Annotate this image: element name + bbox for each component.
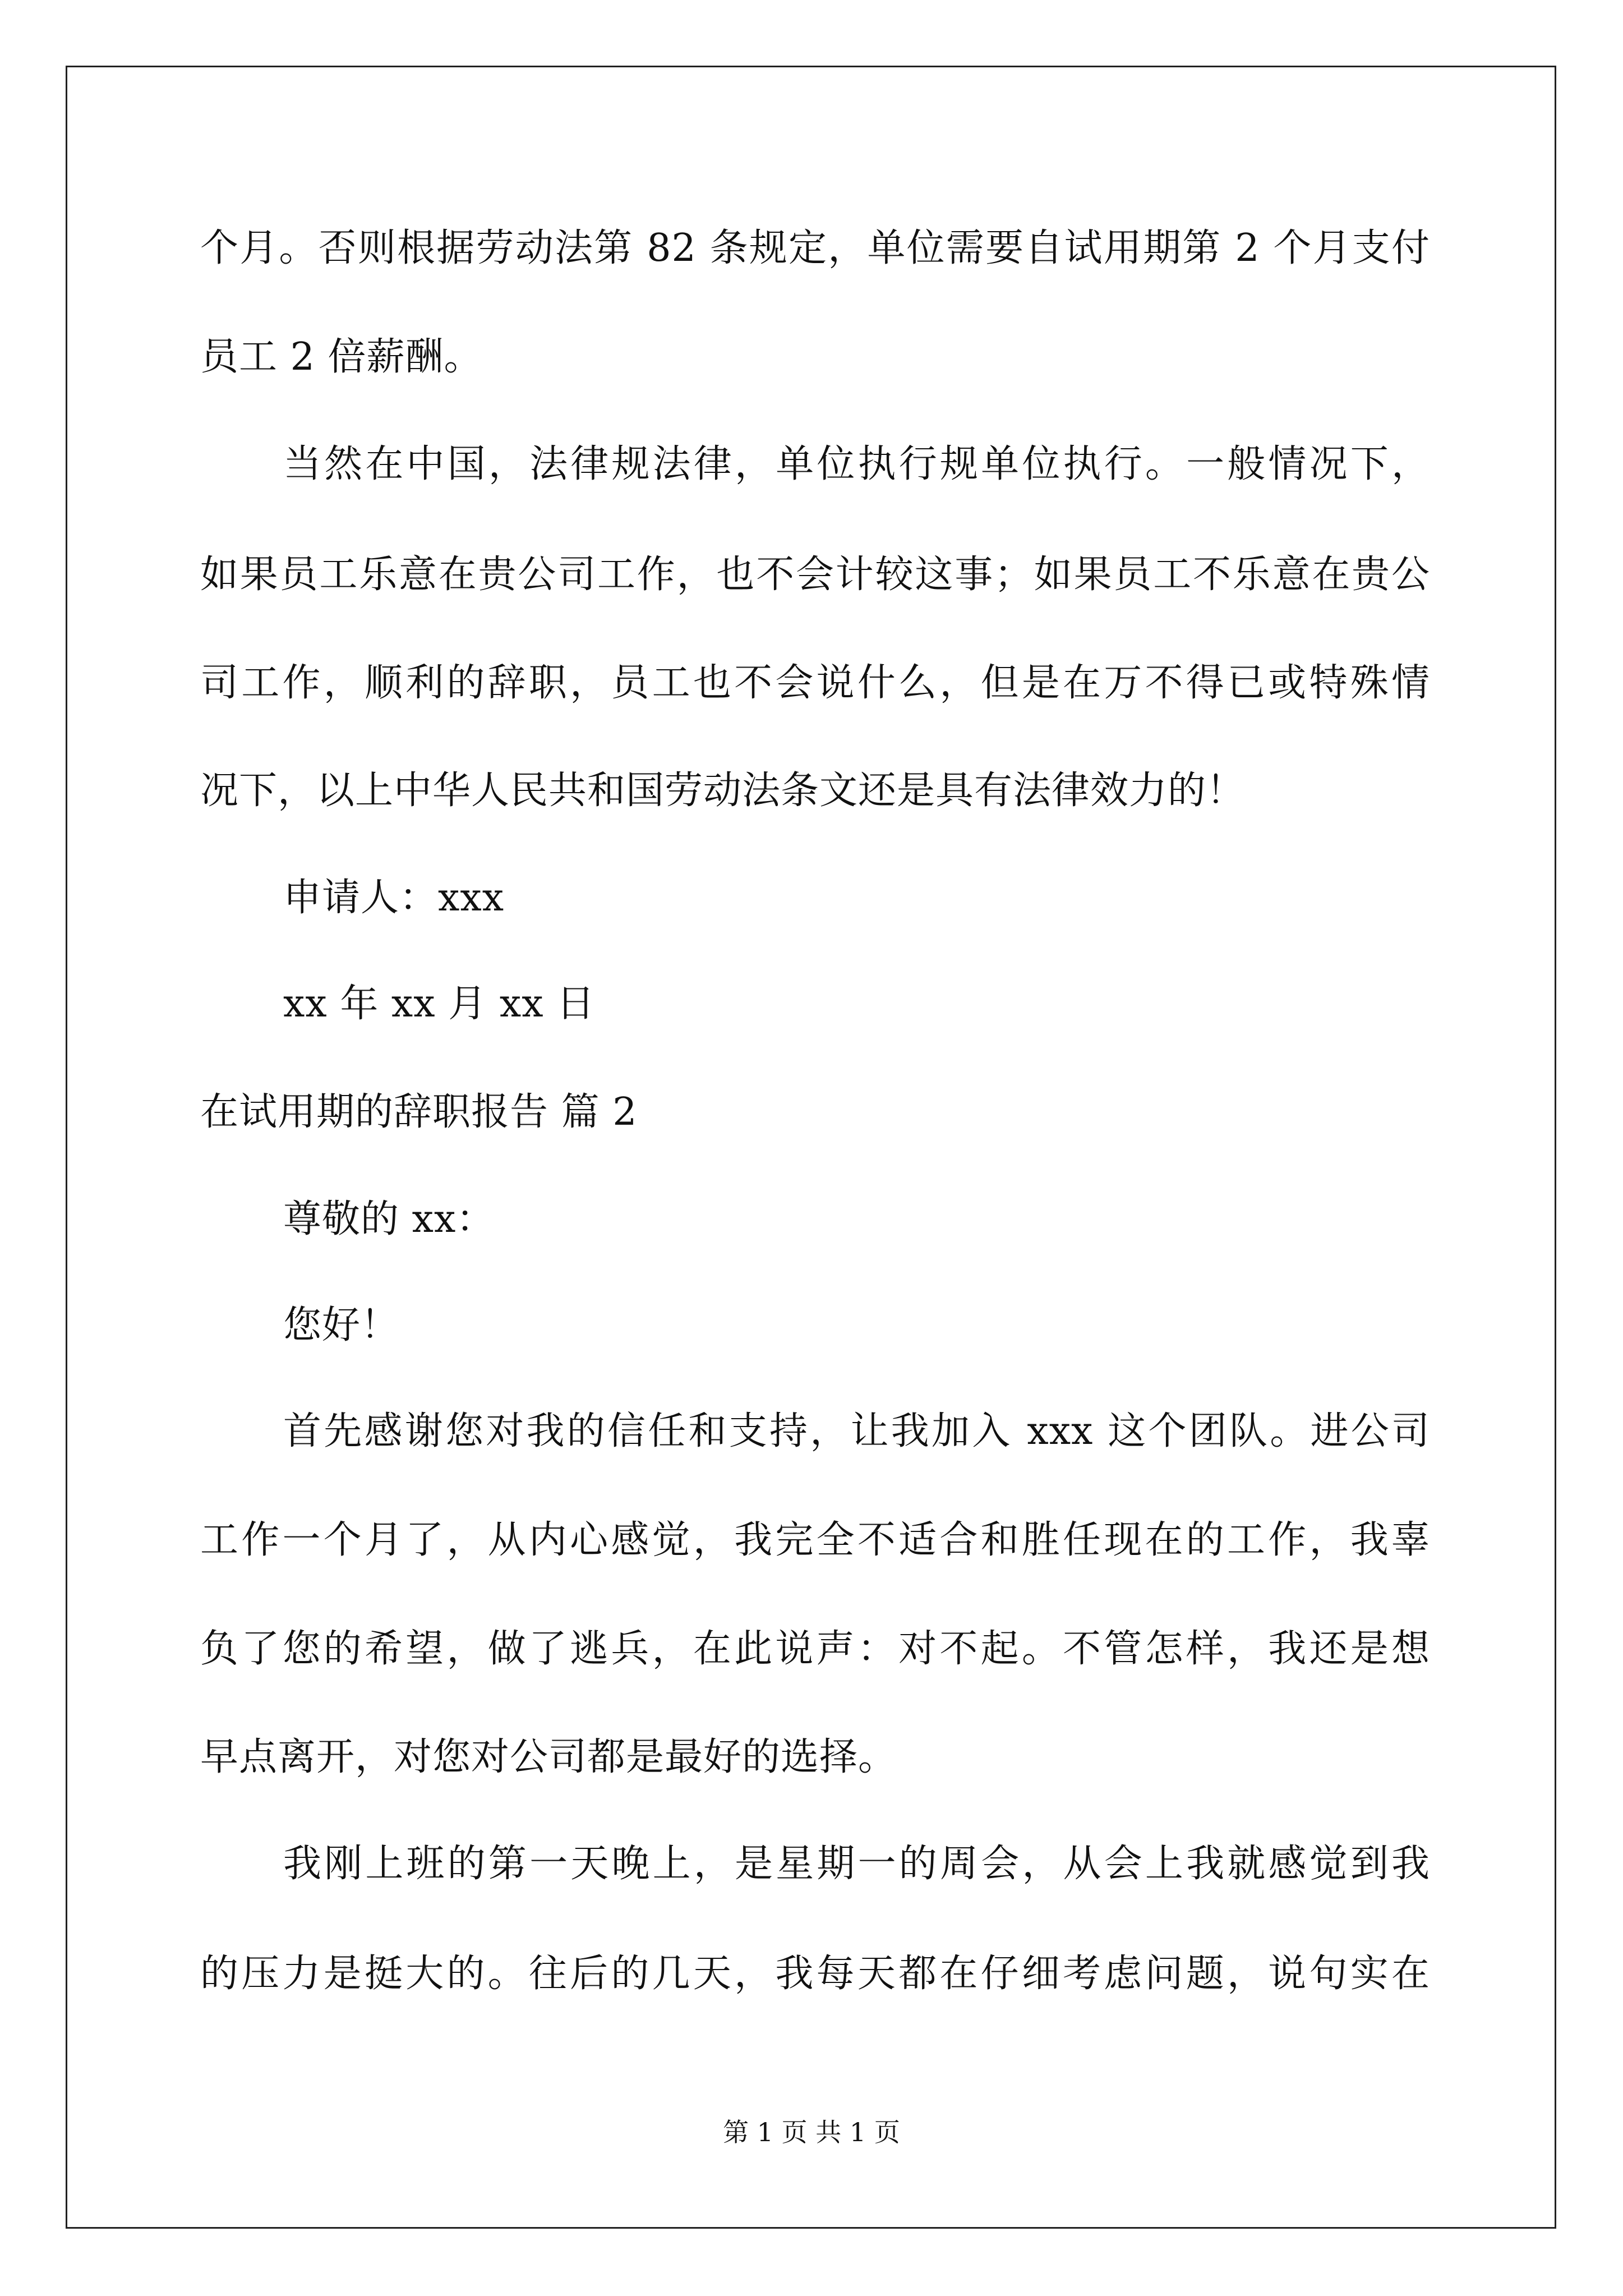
body-text-line: 况下，以上中华人民共和国劳动法条文还是具有法律效力的！: [200, 769, 1246, 813]
section-title: 在试用期的辞职报告 篇 2: [200, 1090, 638, 1134]
body-text-line: 员工 2 倍薪酬。: [200, 335, 483, 379]
salutation: 尊敬的 xx：: [283, 1197, 495, 1241]
greeting: 您好！: [283, 1303, 400, 1347]
body-text-line: 个月。否则根据劳动法第 82 条规定，单位需要自试用期第 2 个月支付: [200, 226, 1430, 270]
page-footer: 第 1 页 共 1 页: [723, 2117, 900, 2147]
body-text-line: 的压力是挺大的。往后的几天，我每天都在仔细考虑问题，说句实在: [200, 1952, 1430, 1996]
page-border: [66, 66, 1556, 2229]
body-text-line: 当然在中国，法律规法律，单位执行规单位执行。一般情况下，: [283, 442, 1430, 486]
body-text-line: 工作一个月了，从内心感觉，我完全不适合和胜任现在的工作，我辜: [200, 1518, 1430, 1562]
body-text-line: 如果员工乐意在贵公司工作，也不会计较这事；如果员工不乐意在贵公: [200, 553, 1430, 597]
body-text-line: 首先感谢您对我的信任和支持，让我加入 xxx 这个团队。进公司: [283, 1409, 1430, 1453]
date-line: xx 年 xx 月 xx 日: [283, 982, 596, 1026]
body-text-line: 司工作，顺利的辞职，员工也不会说什么，但是在万不得已或特殊情: [200, 661, 1430, 705]
body-text-line: 早点离开，对您对公司都是最好的选择。: [200, 1735, 897, 1779]
applicant-signature: 申请人：xxx: [283, 876, 505, 920]
body-text-line: 我刚上班的第一天晚上，是星期一的周会，从会上我就感觉到我: [283, 1842, 1430, 1886]
body-text-line: 负了您的希望，做了逃兵，在此说声：对不起。不管怎样，我还是想: [200, 1627, 1430, 1671]
